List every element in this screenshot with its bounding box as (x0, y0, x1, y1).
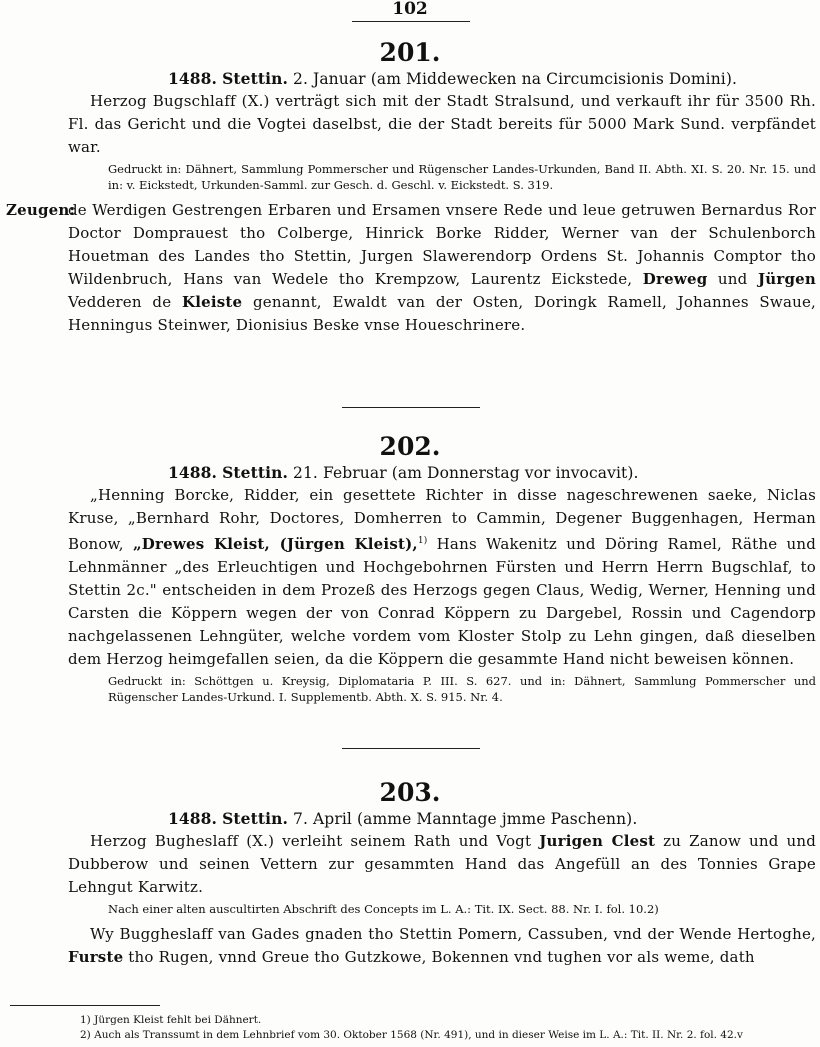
footnote-ref: 1) (417, 536, 428, 546)
entry-heading (68, 68, 816, 90)
footnote-1: 1) Jürgen Kleist fehlt bei Dähnert. (80, 1014, 262, 1026)
entry-source: Gedruckt in: Schöttgen u. Kreysig, Diplomataria P. III. S. 627. und in: Dähnert, Sammlung Pommerscher und Rügenscher Landes-Urkund. I. Supplementb. Abth. X. S. 915. Nr. 4. (108, 674, 816, 704)
section-separator (342, 407, 480, 408)
witness-text-a: de Werdigen Gestrengen Erbaren und Ersamen vnsere Rede und leue getruwen Bernardus Ror Doctor Domprauest tho Colberge, Hinrick Borke Ridder, Werner van der Schulenborch Houetman des Landes tho Stettin, Jurgen Slawerendorp Ordens St. Johannis Comptor tho Wildenbruch, Hans van Wedele tho Krempzow, Laurentz Eickstede, (68, 201, 816, 288)
entry-summary-a: Herzog Bugheslaff (X.) verleiht seinem Rath und Vogt (90, 832, 532, 850)
witness-name-dreweg: Dreweg (642, 270, 708, 288)
entry-source: Nach einer alten auscultirten Abschrift des Concepts im L. A.: Tit. IX. Sect. 88. Nr. I. fol. 10.2) (108, 902, 659, 916)
entry-place: Stettin. (222, 809, 288, 828)
witness-conj: und (717, 270, 748, 288)
entry-place: Stettin. (222, 463, 288, 482)
entry-number: 202. (379, 432, 441, 461)
entry-text (68, 923, 816, 969)
entry-number: 203. (379, 778, 441, 807)
entry-text-b: tho Rugen, vnnd Greue tho Gutzkowe, Bokennen vnd tughen vor als weme, dath (128, 948, 755, 966)
entry-201 (6, 38, 817, 337)
witness-label: Zeugen: (6, 201, 76, 219)
entry-text-b: Hans Wakenitz und Döring Ramel, Räthe und Lehnmänner „des Erleuchtigen und Hochgebohrnen Fürsten und Herrn Herrn Bugschlaf, to Stettin 2c." entscheiden in dem Prozeß des Herzogs gegen Claus, Wedig, Werner, Henning und Carsten die Köppern wegen der von Conrad Köppern zu Dargebel, Rossin und Cagendorp nachgelassenen Lehngüter, welche vordem vom Kloster Stolp zu Lehn gingen, daß dieselben dem Herzog heimgefallen seien, da die Köppern die gesammte Hand nicht beweisen können. (68, 535, 817, 668)
witness-name-kleiste: Kleiste (181, 293, 243, 311)
entry-date: 2. Januar (am Middewecken na Circumcisionis Domini). (293, 70, 738, 88)
entry-summary-b: zu Zanow und und Dubberow und seinen Vettern zur gesammten Hand das Angefüll an des Tonnies Grape Lehngut Karwitz. (68, 832, 817, 896)
footnote-rule (10, 1005, 160, 1006)
entry-date: 7. April (amme Manntage jmme Paschenn). (293, 810, 638, 828)
witness-list (6, 199, 817, 337)
entry-text-bold: Furste (68, 948, 124, 966)
entry-year: 1488. (168, 69, 218, 88)
entry-place: Stettin. (222, 69, 288, 88)
entry-summary (68, 830, 816, 899)
entry-source: Gedruckt in: Dähnert, Sammlung Pommerscher und Rügenscher Landes-Urkunden, Band II. Abth. XI. S. 20. Nr. 15. und in: v. Eickstedt, Urkunden-Samml. zur Gesch. d. Geschl. v. Eickstedt. S. 319. (108, 162, 816, 192)
entry-number: 201. (379, 38, 441, 67)
witness-name-juergen: Jürgen (757, 270, 817, 288)
entry-heading (68, 808, 816, 830)
entry-summary: Herzog Bugschlaff (X.) verträgt sich mit der Stadt Stralsund, und verkauft ihr für 3500 Rh. Fl. das Gericht und die Vogtei daselbst, die der Stadt bereits für 5000 Mark Sund. verpfändet war. (68, 92, 816, 156)
entry-year: 1488. (168, 809, 218, 828)
footnote-2: 2) Auch als Transsumt in dem Lehnbrief vom 30. Oktober 1568 (Nr. 491), und in dieser Weise im L. A.: Tit. II. Nr. 2. fol. 42.v (80, 1029, 743, 1041)
entry-heading (68, 462, 816, 484)
witness-text-mid: Vedderen de (68, 293, 172, 311)
entry-text-a: Wy Buggheslaff van Gades gnaden tho Stettin Pomern, Cassuben, vnd der Wende Hertoghe, (90, 925, 816, 943)
section-separator (342, 748, 480, 749)
witness-text-b: genannt, Ewaldt van der Osten, Doringk Ramell, Johannes Swaue, Henningus Steinwer, Dionisius Beske vnse Houeschrinere. (68, 293, 816, 334)
entry-year: 1488. (168, 463, 218, 482)
entry-summary-bold: Jurigen Clest (539, 832, 656, 850)
header-rule (352, 21, 470, 22)
entry-text-bold: „Drewes Kleist, (Jürgen Kleist), (132, 535, 418, 553)
entry-202 (68, 432, 816, 711)
entry-date: 21. Februar (am Donnerstag vor invocavit). (293, 464, 639, 482)
entry-203 (68, 778, 816, 969)
entry-text-a: „Henning Borcke, Ridder, ein gesettete Richter in disse nageschrewenen saeke, Niclas Kruse, „Bernhard Rohr, Doctores, Domherren to Cammin, Degener Buggenhagen, Herman Bonow, (68, 486, 816, 553)
entry-text (68, 484, 816, 671)
page-number: 102 (392, 0, 428, 19)
